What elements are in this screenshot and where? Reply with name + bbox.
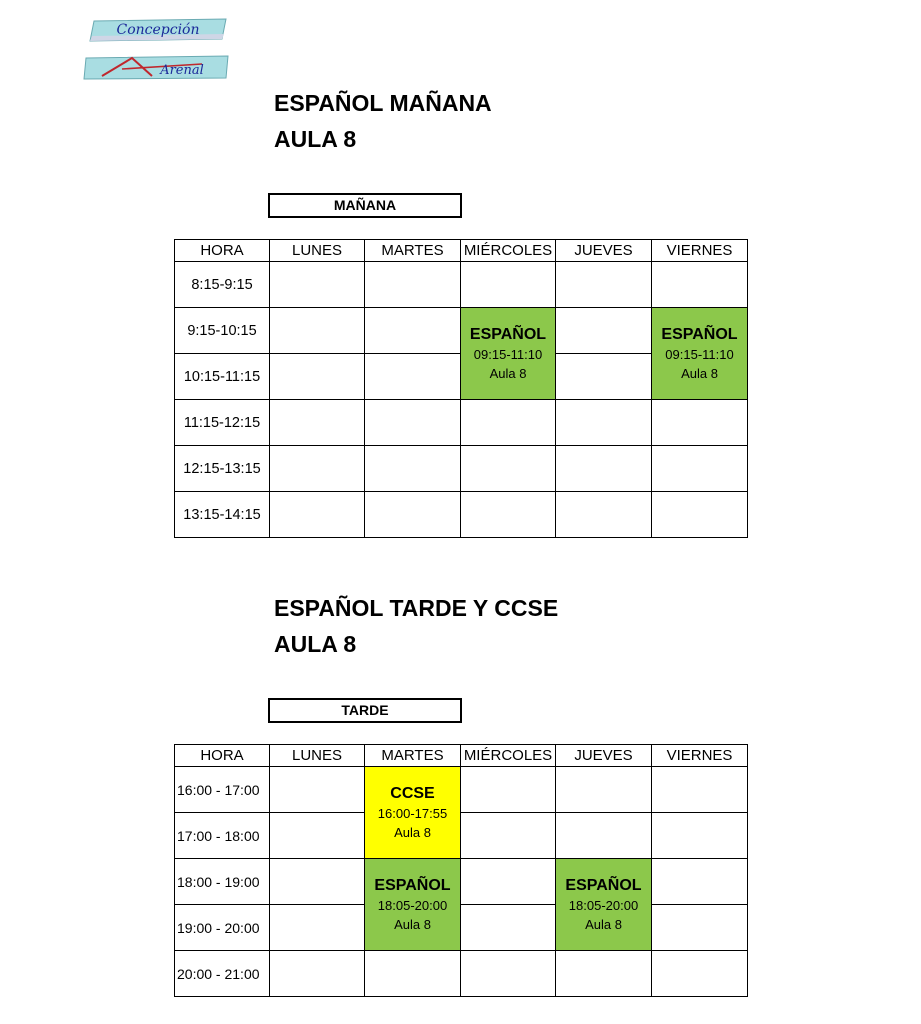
empty-cell [461, 905, 556, 951]
hour-cell: 17:00 - 18:00 [175, 813, 270, 859]
afternoon-schedule-table [174, 744, 748, 997]
afternoon-room: AULA 8 [274, 631, 357, 657]
empty-cell [461, 400, 556, 446]
afternoon-title: ESPAÑOL TARDE Y CCSE [274, 595, 559, 621]
empty-cell [461, 492, 556, 538]
hour-cell: 18:00 - 19:00 [175, 859, 270, 905]
empty-cell [270, 446, 365, 492]
morning-shift-label: MAÑANA [268, 193, 462, 218]
col-header-martes: MARTES [365, 240, 461, 262]
table-row [175, 492, 748, 538]
empty-cell [556, 262, 652, 308]
class-subject: ESPAÑOL [374, 876, 451, 894]
morning-room: AULA 8 [274, 126, 357, 152]
empty-cell [270, 859, 365, 905]
afternoon-shift-label: TARDE [268, 698, 462, 723]
empty-cell [556, 951, 652, 997]
hour-cell: 8:15-9:15 [175, 262, 270, 308]
empty-cell [652, 767, 748, 813]
empty-cell [556, 492, 652, 538]
empty-cell [270, 813, 365, 859]
class-block-friday [652, 308, 748, 400]
empty-cell [461, 262, 556, 308]
class-time: 16:00-17:55 [377, 805, 448, 821]
table-row [175, 859, 748, 905]
class-room: Aula 8 [585, 916, 622, 932]
empty-cell [556, 354, 652, 400]
empty-cell [270, 308, 365, 354]
logo-arenal [82, 52, 230, 80]
class-time: 18:05-20:00 [568, 897, 639, 913]
hour-cell: 13:15-14:15 [175, 492, 270, 538]
empty-cell [270, 400, 365, 446]
table-row [175, 905, 748, 951]
empty-cell [652, 492, 748, 538]
class-room: Aula 8 [394, 824, 431, 840]
empty-cell [556, 446, 652, 492]
class-room: Aula 8 [489, 365, 527, 381]
table-row [175, 400, 748, 446]
table-row [175, 951, 748, 997]
logo-concepcion [88, 18, 228, 42]
morning-title: ESPAÑOL MAÑANA [274, 90, 492, 116]
hour-cell: 9:15-10:15 [175, 308, 270, 354]
empty-cell [556, 813, 652, 859]
empty-cell [270, 951, 365, 997]
empty-cell [652, 905, 748, 951]
hour-cell: 19:00 - 20:00 [175, 905, 270, 951]
empty-cell [461, 767, 556, 813]
empty-cell [461, 446, 556, 492]
class-time: 09:15-11:10 [473, 346, 543, 362]
empty-cell [270, 767, 365, 813]
hour-cell: 20:00 - 21:00 [175, 951, 270, 997]
logo-text-2: Arenal [160, 63, 204, 78]
empty-cell [365, 308, 461, 354]
table-header-row [175, 745, 748, 767]
col-header-lunes: LUNES [270, 240, 365, 262]
empty-cell [556, 767, 652, 813]
morning-schedule-table [174, 239, 748, 538]
empty-cell [365, 951, 461, 997]
col-header-lunes: LUNES [270, 745, 365, 767]
hour-cell: 10:15-11:15 [175, 354, 270, 400]
empty-cell [652, 400, 748, 446]
col-header-miercoles: MIÉRCOLES [461, 745, 556, 767]
empty-cell [365, 492, 461, 538]
col-header-miercoles: MIÉRCOLES [461, 240, 556, 262]
class-block-tuesday-spanish [365, 859, 461, 951]
empty-cell [365, 446, 461, 492]
afternoon-heading [274, 590, 558, 662]
class-time: 18:05-20:00 [377, 897, 448, 913]
empty-cell [270, 492, 365, 538]
hour-cell: 11:15-12:15 [175, 400, 270, 446]
empty-cell [365, 400, 461, 446]
empty-cell [652, 446, 748, 492]
class-block-tuesday-ccse [365, 767, 461, 859]
morning-heading [274, 85, 492, 157]
empty-cell [365, 354, 461, 400]
col-header-hora: HORA [175, 240, 270, 262]
class-subject: ESPAÑOL [661, 325, 738, 343]
empty-cell [365, 262, 461, 308]
empty-cell [270, 262, 365, 308]
class-room: Aula 8 [394, 916, 431, 932]
class-subject: ESPAÑOL [565, 876, 642, 894]
table-row [175, 308, 748, 354]
col-header-martes: MARTES [365, 745, 461, 767]
class-block-thursday-spanish [556, 859, 652, 951]
empty-cell [652, 951, 748, 997]
table-row [175, 446, 748, 492]
col-header-jueves: JUEVES [556, 240, 652, 262]
table-row [175, 813, 748, 859]
col-header-jueves: JUEVES [556, 745, 652, 767]
empty-cell [270, 354, 365, 400]
empty-cell [556, 308, 652, 354]
col-header-viernes: VIERNES [652, 240, 748, 262]
col-header-viernes: VIERNES [652, 745, 748, 767]
empty-cell [461, 859, 556, 905]
table-row [175, 767, 748, 813]
class-block-wednesday [461, 308, 556, 400]
empty-cell [461, 951, 556, 997]
empty-cell [652, 859, 748, 905]
logo-text-1: Concepción [116, 22, 200, 38]
empty-cell [652, 813, 748, 859]
empty-cell [652, 262, 748, 308]
class-room: Aula 8 [681, 365, 718, 381]
class-subject: ESPAÑOL [469, 325, 547, 343]
col-header-hora: HORA [175, 745, 270, 767]
empty-cell [556, 400, 652, 446]
class-time: 09:15-11:10 [665, 346, 734, 362]
empty-cell [461, 813, 556, 859]
empty-cell [270, 905, 365, 951]
table-row [175, 262, 748, 308]
table-header-row [175, 240, 748, 262]
hour-cell: 12:15-13:15 [175, 446, 270, 492]
hour-cell: 16:00 - 17:00 [175, 767, 270, 813]
class-subject: CCSE [390, 784, 435, 802]
